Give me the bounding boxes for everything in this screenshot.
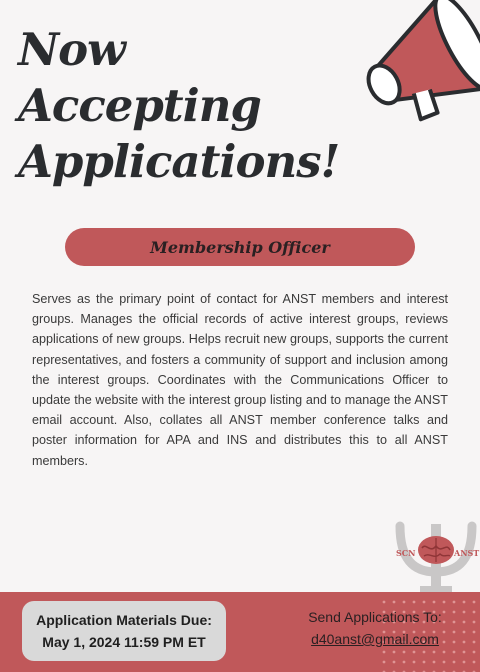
headline-line-2: Accepting	[18, 79, 261, 132]
role-title-pill	[65, 228, 415, 266]
due-date: May 1, 2024 11:59 PM ET	[42, 634, 206, 650]
megaphone-icon	[340, 0, 480, 140]
role-description: Serves as the primary point of contact for ANST members and interest groups. Manages the official records of active interest groups, reviews applications of new groups. Helps recruit new groups, supports the current representatives, and fosters a community of support and inclusion among the interest groups. Coordinates with the Communications Officer to update the website with the interest group listing and to manage the ANST email account. Also, collates all ANST member conference talks and poster information for APA and INS and distributes this to all ANST members.	[32, 292, 448, 468]
send-applications	[290, 606, 460, 650]
headline-line-1: Now	[18, 23, 125, 76]
send-email-link[interactable]: d40anst@gmail.com	[311, 631, 439, 647]
due-label: Application Materials Due:	[36, 612, 212, 628]
send-label: Send Applications To:	[308, 609, 442, 625]
role-title: Membership Officer	[150, 237, 330, 257]
logo-text-left: SCN	[396, 548, 416, 558]
logo-text-right: ANST	[454, 548, 480, 558]
brain-icon	[418, 536, 454, 564]
headline-line-3: Applications!	[18, 135, 340, 188]
psi-brain-logo	[392, 520, 480, 596]
due-date-box	[22, 601, 226, 661]
logo	[392, 520, 480, 596]
